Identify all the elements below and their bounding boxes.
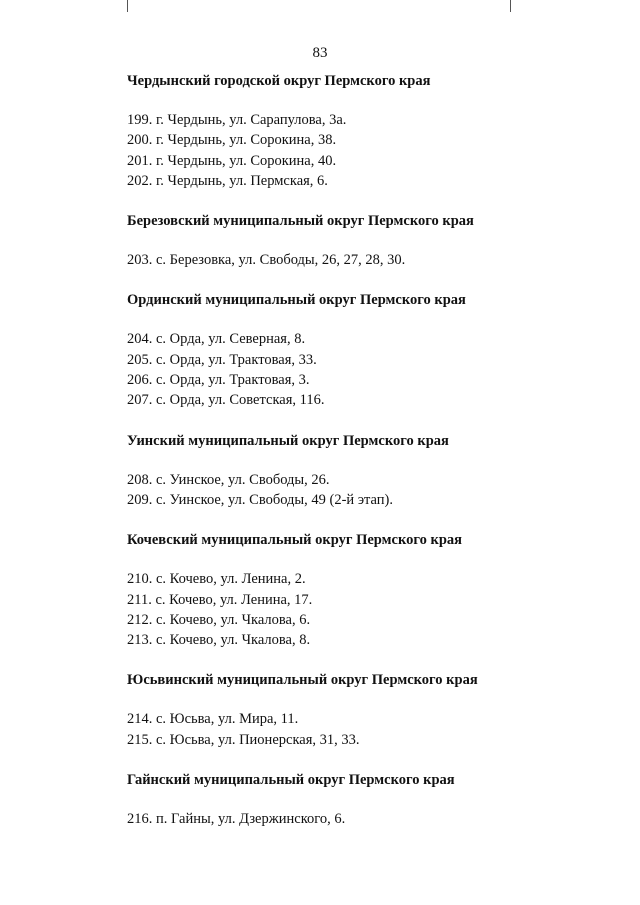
address-list bbox=[127, 329, 587, 410]
address-item: 205. с. Орда, ул. Трактовая, 33. bbox=[127, 351, 317, 368]
address-item: 199. г. Чердынь, ул. Сарапулова, 3а. bbox=[127, 112, 347, 128]
page-number: 83 bbox=[312, 45, 328, 61]
section-title: Юсьвинский муниципальный округ Пермского края bbox=[127, 672, 478, 689]
address-item: 216. п. Гайны, ул. Дзержинского, 6. bbox=[127, 811, 346, 828]
section-title: Чердынский городской округ Пермского края bbox=[127, 73, 431, 89]
address-item: 211. с. Кочево, ул. Ленина, 17. bbox=[127, 591, 313, 608]
address-list bbox=[127, 809, 587, 829]
scan-edge-left bbox=[127, 0, 128, 12]
section-gainy bbox=[127, 771, 587, 829]
address-item: 214. с. Юсьва, ул. Мира, 11. bbox=[127, 711, 299, 728]
address-item: 200. г. Чердынь, ул. Сорокина, 38. bbox=[127, 132, 337, 149]
address-item: 204. с. Орда, ул. Северная, 8. bbox=[127, 331, 306, 348]
section-yusva bbox=[127, 671, 587, 750]
section-kochevo bbox=[127, 531, 587, 650]
section-cherdyn bbox=[127, 72, 587, 191]
address-item: 203. с. Березовка, ул. Свободы, 26, 27, 28, 30. bbox=[127, 252, 406, 269]
address-item: 208. с. Уинское, ул. Свободы, 26. bbox=[127, 471, 330, 488]
address-item: 212. с. Кочево, ул. Чкалова, 6. bbox=[127, 611, 311, 628]
section-orda bbox=[127, 291, 587, 410]
address-item: 215. с. Юсьва, ул. Пионерская, 31, 33. bbox=[127, 731, 360, 748]
address-list bbox=[127, 569, 587, 650]
section-title: Гайнский муниципальный округ Пермского края bbox=[127, 772, 455, 789]
address-list bbox=[127, 470, 587, 511]
section-title: Березовский муниципальный округ Пермского края bbox=[127, 213, 474, 230]
section-title: Кочевский муниципальный округ Пермского края bbox=[127, 532, 462, 549]
address-item: 201. г. Чердынь, ул. Сорокина, 40. bbox=[127, 152, 337, 169]
scan-edge-right bbox=[510, 0, 511, 12]
address-list bbox=[127, 110, 587, 191]
address-item: 202. г. Чердынь, ул. Пермская, 6. bbox=[127, 172, 328, 189]
section-title: Ординский муниципальный округ Пермского края bbox=[127, 292, 466, 309]
section-title: Уинский муниципальный округ Пермского края bbox=[127, 432, 449, 449]
address-sections bbox=[127, 72, 587, 850]
address-list bbox=[127, 250, 587, 270]
address-item: 209. с. Уинское, ул. Свободы, 49 (2-й этап). bbox=[127, 491, 394, 508]
address-list bbox=[127, 709, 587, 750]
address-item: 207. с. Орда, ул. Советская, 116. bbox=[127, 392, 325, 409]
section-berezovka bbox=[127, 212, 587, 270]
address-item: 206. с. Орда, ул. Трактовая, 3. bbox=[127, 372, 310, 389]
section-uinskoe bbox=[127, 432, 587, 511]
address-item: 210. с. Кочево, ул. Ленина, 2. bbox=[127, 571, 306, 588]
address-item: 213. с. Кочево, ул. Чкалова, 8. bbox=[127, 632, 311, 649]
